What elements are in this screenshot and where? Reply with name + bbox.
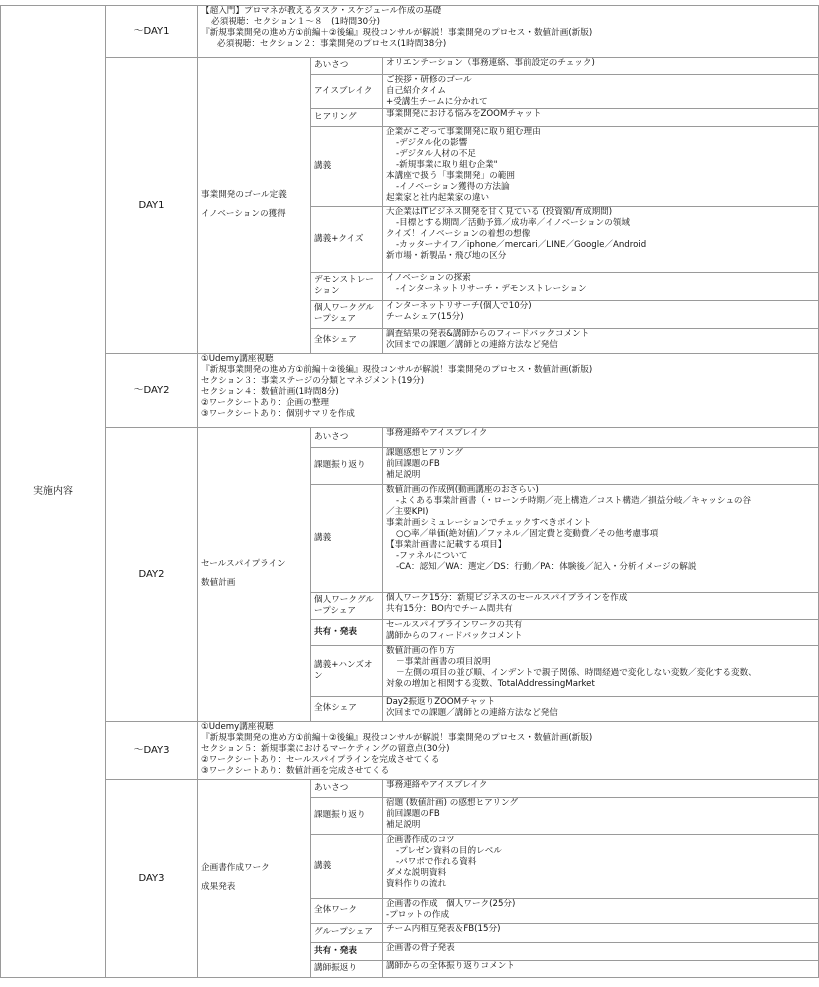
theme-gap xyxy=(201,570,307,578)
session-label: 課題振り返り xyxy=(311,447,383,484)
content-line: 課題感想ヒアリング xyxy=(386,447,463,458)
theme-line: 数値計画 xyxy=(201,578,236,588)
theme-line: 事業開発のゴール定義 xyxy=(201,190,287,200)
session-content xyxy=(383,74,819,108)
content-line: 補足説明 xyxy=(386,819,421,830)
session-content xyxy=(383,645,819,696)
session-label: 講義 xyxy=(311,126,383,206)
content-line: 事務連絡やアイスブレイク xyxy=(386,427,488,438)
content-line: ②ワークシートあり：セールスパイプラインを完成させてくる xyxy=(201,754,440,765)
theme-gap xyxy=(201,874,307,882)
day-label: DAY3 xyxy=(106,779,198,977)
content-line: 講師からの全体振り返りコメント xyxy=(386,960,515,971)
content-line: チームシェア(15分) xyxy=(386,311,464,322)
day-label: DAY2 xyxy=(106,427,198,721)
session-content xyxy=(383,427,819,447)
content-line: -デジタル人材の不足 xyxy=(396,148,476,159)
day-theme xyxy=(198,57,311,353)
content-line: 事業開発における悩みをZOOMチャット xyxy=(386,108,542,119)
session-content xyxy=(383,108,819,126)
pre-day2-row xyxy=(1,353,819,427)
session-label: アイスブレイク xyxy=(311,74,383,108)
content-line: インターネットリサーチ(個人で10分) xyxy=(386,300,532,311)
content-line: 『新規事業開発の進め方①前編＋②後編』現役コンサルが解説！事業開発のプロセス・数値計画(新版) xyxy=(201,732,593,743)
theme-line: 成果発表 xyxy=(201,882,236,892)
content-line: 講師からのフィードバックコメント xyxy=(386,630,523,641)
session-label: 講義 xyxy=(311,484,383,592)
theme-line: 企画書作成ワーク xyxy=(201,863,270,873)
session-label: あいさつ xyxy=(311,779,383,797)
content-line: -カッターナイフ／iphone／mercari／LINE／Google／Android xyxy=(396,239,647,250)
content-line: 事業計画シミュレーションでチェックすべきポイント xyxy=(386,517,592,528)
theme-line: セールスパイプライン xyxy=(201,559,286,569)
content-line: 新市場・新製品・飛び地の区分 xyxy=(386,250,507,261)
content-line: 必須視聴：セクション２：事業開発のプロセス(1時間38分) xyxy=(217,38,447,49)
content-line: 『新規事業開発の進め方①前編＋②後編』現役コンサルが解説！事業開発のプロセス・数値計画(新版) xyxy=(201,27,593,38)
content-line: 事務連絡やアイスブレイク xyxy=(386,779,488,790)
session-label: 共有・発表 xyxy=(311,942,383,960)
content-line: 【事業計画書に記載する項目】 xyxy=(386,539,507,550)
session-label: 全体シェア xyxy=(311,328,383,353)
content-line: ご挨拶・研修のゴール xyxy=(386,74,472,85)
content-line: -プロットの作成 xyxy=(386,909,450,920)
content-line: 企業がこぞって事業開発に取り組む理由 xyxy=(386,126,541,137)
session-content xyxy=(383,898,819,923)
content-line: チーム内相互発表＆FB(15分) xyxy=(386,923,501,934)
session-label: 講義 xyxy=(311,834,383,898)
content-line: 数値計画の作り方 xyxy=(386,645,455,656)
content-line: クイズ！イノベーションの着想の想像 xyxy=(386,228,531,239)
day-label: ～DAY3 xyxy=(106,721,198,779)
content-line: 共有15分：BO内でチーム間共有 xyxy=(386,603,513,614)
content-line: ダメな説明資料 xyxy=(386,867,447,878)
session-label: グループシェア xyxy=(311,923,383,942)
content-line: -プレゼン資料の目的レベル xyxy=(396,845,502,856)
day-theme xyxy=(198,427,311,721)
content-line: 数値計画の作成例(動画講座のおさらい) xyxy=(386,484,539,495)
content-line: -インターネットリサーチ・デモンストレーション xyxy=(396,283,587,294)
content-line: 資料作りの流れ xyxy=(386,878,447,889)
session-label: ヒアリング xyxy=(311,108,383,126)
session-content xyxy=(383,206,819,272)
content-line: ②ワークシートあり：企画の整理 xyxy=(201,397,330,408)
session-label: あいさつ xyxy=(311,57,383,74)
main-label: 実施内容 xyxy=(1,5,106,977)
content-line: セクション５：新規事業におけるマーケティングの留意点(30分) xyxy=(201,743,450,754)
session-row xyxy=(1,427,819,447)
session-label: 講師振返り xyxy=(311,960,383,977)
session-content xyxy=(383,797,819,834)
day-label: DAY1 xyxy=(106,57,198,353)
content-line: 次回までの課題／講師との連絡方法など発信 xyxy=(386,339,558,350)
content-line: 対象の増加と相関する変数、TotalAddressingMarket xyxy=(386,678,595,689)
session-content xyxy=(383,696,819,721)
content-line: オリエンテーション（事務連絡、事前設定のチェック) xyxy=(386,57,595,68)
session-content xyxy=(383,619,819,645)
content-line: ①Udemy講座視聴 xyxy=(201,353,274,364)
content-line: 補足説明 xyxy=(386,469,421,480)
content-line: 前回課題のFB xyxy=(386,808,440,819)
session-label: あいさつ xyxy=(311,427,383,447)
pre-day3-row xyxy=(1,721,819,779)
content-line: 次回までの課題／講師との連絡方法など発信 xyxy=(386,707,558,718)
content-line: 自己紹介タイム xyxy=(386,85,446,96)
content-line: 前回課題のFB xyxy=(386,458,440,469)
day-label: ～DAY2 xyxy=(106,353,198,427)
content-line: －事業計画書の項目説明 xyxy=(396,656,491,667)
session-label: 全体シェア xyxy=(311,696,383,721)
day-theme xyxy=(198,779,311,977)
session-content xyxy=(383,484,819,592)
content-line: 本講座で扱う「事業開発」の範囲 xyxy=(386,170,515,181)
content-line: 宿題 (数値計画) の感想ヒアリング xyxy=(386,797,518,808)
session-label: 共有・発表 xyxy=(311,619,383,645)
content-line: －左側の項目の並び順、インデントで親子関係、時間経過で変化しない変数／変化する変数、 xyxy=(396,667,757,678)
content-line: ③ワークシートあり：数値計画を完成させてくる xyxy=(201,765,390,776)
prework-content xyxy=(198,353,819,427)
session-content xyxy=(383,834,819,898)
content-line: +受講生チームに分かれて xyxy=(386,96,488,107)
session-content xyxy=(383,300,819,328)
content-line: 企画書の作成 個人ワーク(25分) xyxy=(386,898,516,909)
content-line: イノベーションの探索 xyxy=(386,272,471,283)
session-content xyxy=(383,57,819,74)
session-content xyxy=(383,960,819,977)
day-label: ～DAY1 xyxy=(106,5,198,57)
content-line: -新規事業に取り組む企業" xyxy=(396,159,498,170)
session-label: 全体ワーク xyxy=(311,898,383,923)
prework-content xyxy=(198,721,819,779)
session-content xyxy=(383,328,819,353)
content-line: セクション４：数値計画(1時間8分) xyxy=(201,386,339,397)
content-line: セールスパイプラインワークの共有 xyxy=(386,619,523,630)
session-label: 個人ワークグループシェア xyxy=(311,300,383,328)
content-line: Day2振返りZOOMチャット xyxy=(386,696,496,707)
content-line: 必須視聴：セクション１～８ (1時間30分) xyxy=(211,16,381,27)
content-line: -ファネルについて xyxy=(396,550,468,561)
session-content xyxy=(383,272,819,300)
content-line: ①Udemy講座視聴 xyxy=(201,721,274,732)
session-label: デモンストレーション xyxy=(311,272,383,300)
session-label: 個人ワークグループシェア xyxy=(311,592,383,619)
content-line: -よくある事業計画書（・ローンチ時期／売上構造／コスト構造／損益分岐／キャッシュの谷 xyxy=(396,495,752,506)
content-line: -目標とする期間／活動予算／成功率／イノベーションの領域 xyxy=(396,217,630,228)
content-line: 企画書の骨子発表 xyxy=(386,942,455,953)
content-line: 個人ワーク15分：新規ビジネスのセールスパイプラインを作成 xyxy=(386,592,628,603)
session-content xyxy=(383,923,819,942)
session-content xyxy=(383,942,819,960)
content-line: 【超入門】プロマネが教えるタスク・スケジュール作成の基礎 xyxy=(201,5,442,16)
content-line: -CA：認知／WA：選定／DS：行動／PA：体験後／記入・分析イメージの解説 xyxy=(396,561,697,572)
pre-day1-row xyxy=(1,5,819,57)
content-line: 『新規事業開発の進め方①前編＋②後編』現役コンサルが解説！事業開発のプロセス・数値計画(新版) xyxy=(201,364,593,375)
session-label: 講義+クイズ xyxy=(311,206,383,272)
session-row xyxy=(1,57,819,74)
theme-line: イノベーションの獲得 xyxy=(201,209,286,219)
content-line: ／主要KPI) xyxy=(386,506,429,517)
content-line: 企画書作成のコツ xyxy=(386,834,455,845)
content-line: -デジタル化の影響 xyxy=(396,137,468,148)
content-line: 調査結果の発表&講師からのフィードバックコメント xyxy=(386,328,590,339)
content-line: ③ワークシートあり：個別サマリを作成 xyxy=(201,408,355,419)
session-content xyxy=(383,126,819,206)
session-content xyxy=(383,779,819,797)
session-content xyxy=(383,592,819,619)
content-line: 大企業はITビジネス開発を甘く見ている (投資額/育成期間) xyxy=(386,206,613,217)
prework-content xyxy=(198,5,819,57)
content-line: セクション３：事業ステージの分類とマネジメント(19分) xyxy=(201,375,425,386)
content-line: ○○率／単価(絶対値)／ファネル／固定費と変動費／その他考慮事項 xyxy=(396,528,659,539)
session-label: 講義+ハンズオン xyxy=(311,645,383,696)
content-line: -イノベーション獲得の方法論 xyxy=(396,181,510,192)
session-content xyxy=(383,447,819,484)
content-line: -パワポで作れる資料 xyxy=(396,856,477,867)
content-line: 起業家と社内起業家の違い xyxy=(386,192,490,203)
session-label: 課題振り返り xyxy=(311,797,383,834)
theme-gap xyxy=(201,201,307,209)
session-row xyxy=(1,779,819,797)
